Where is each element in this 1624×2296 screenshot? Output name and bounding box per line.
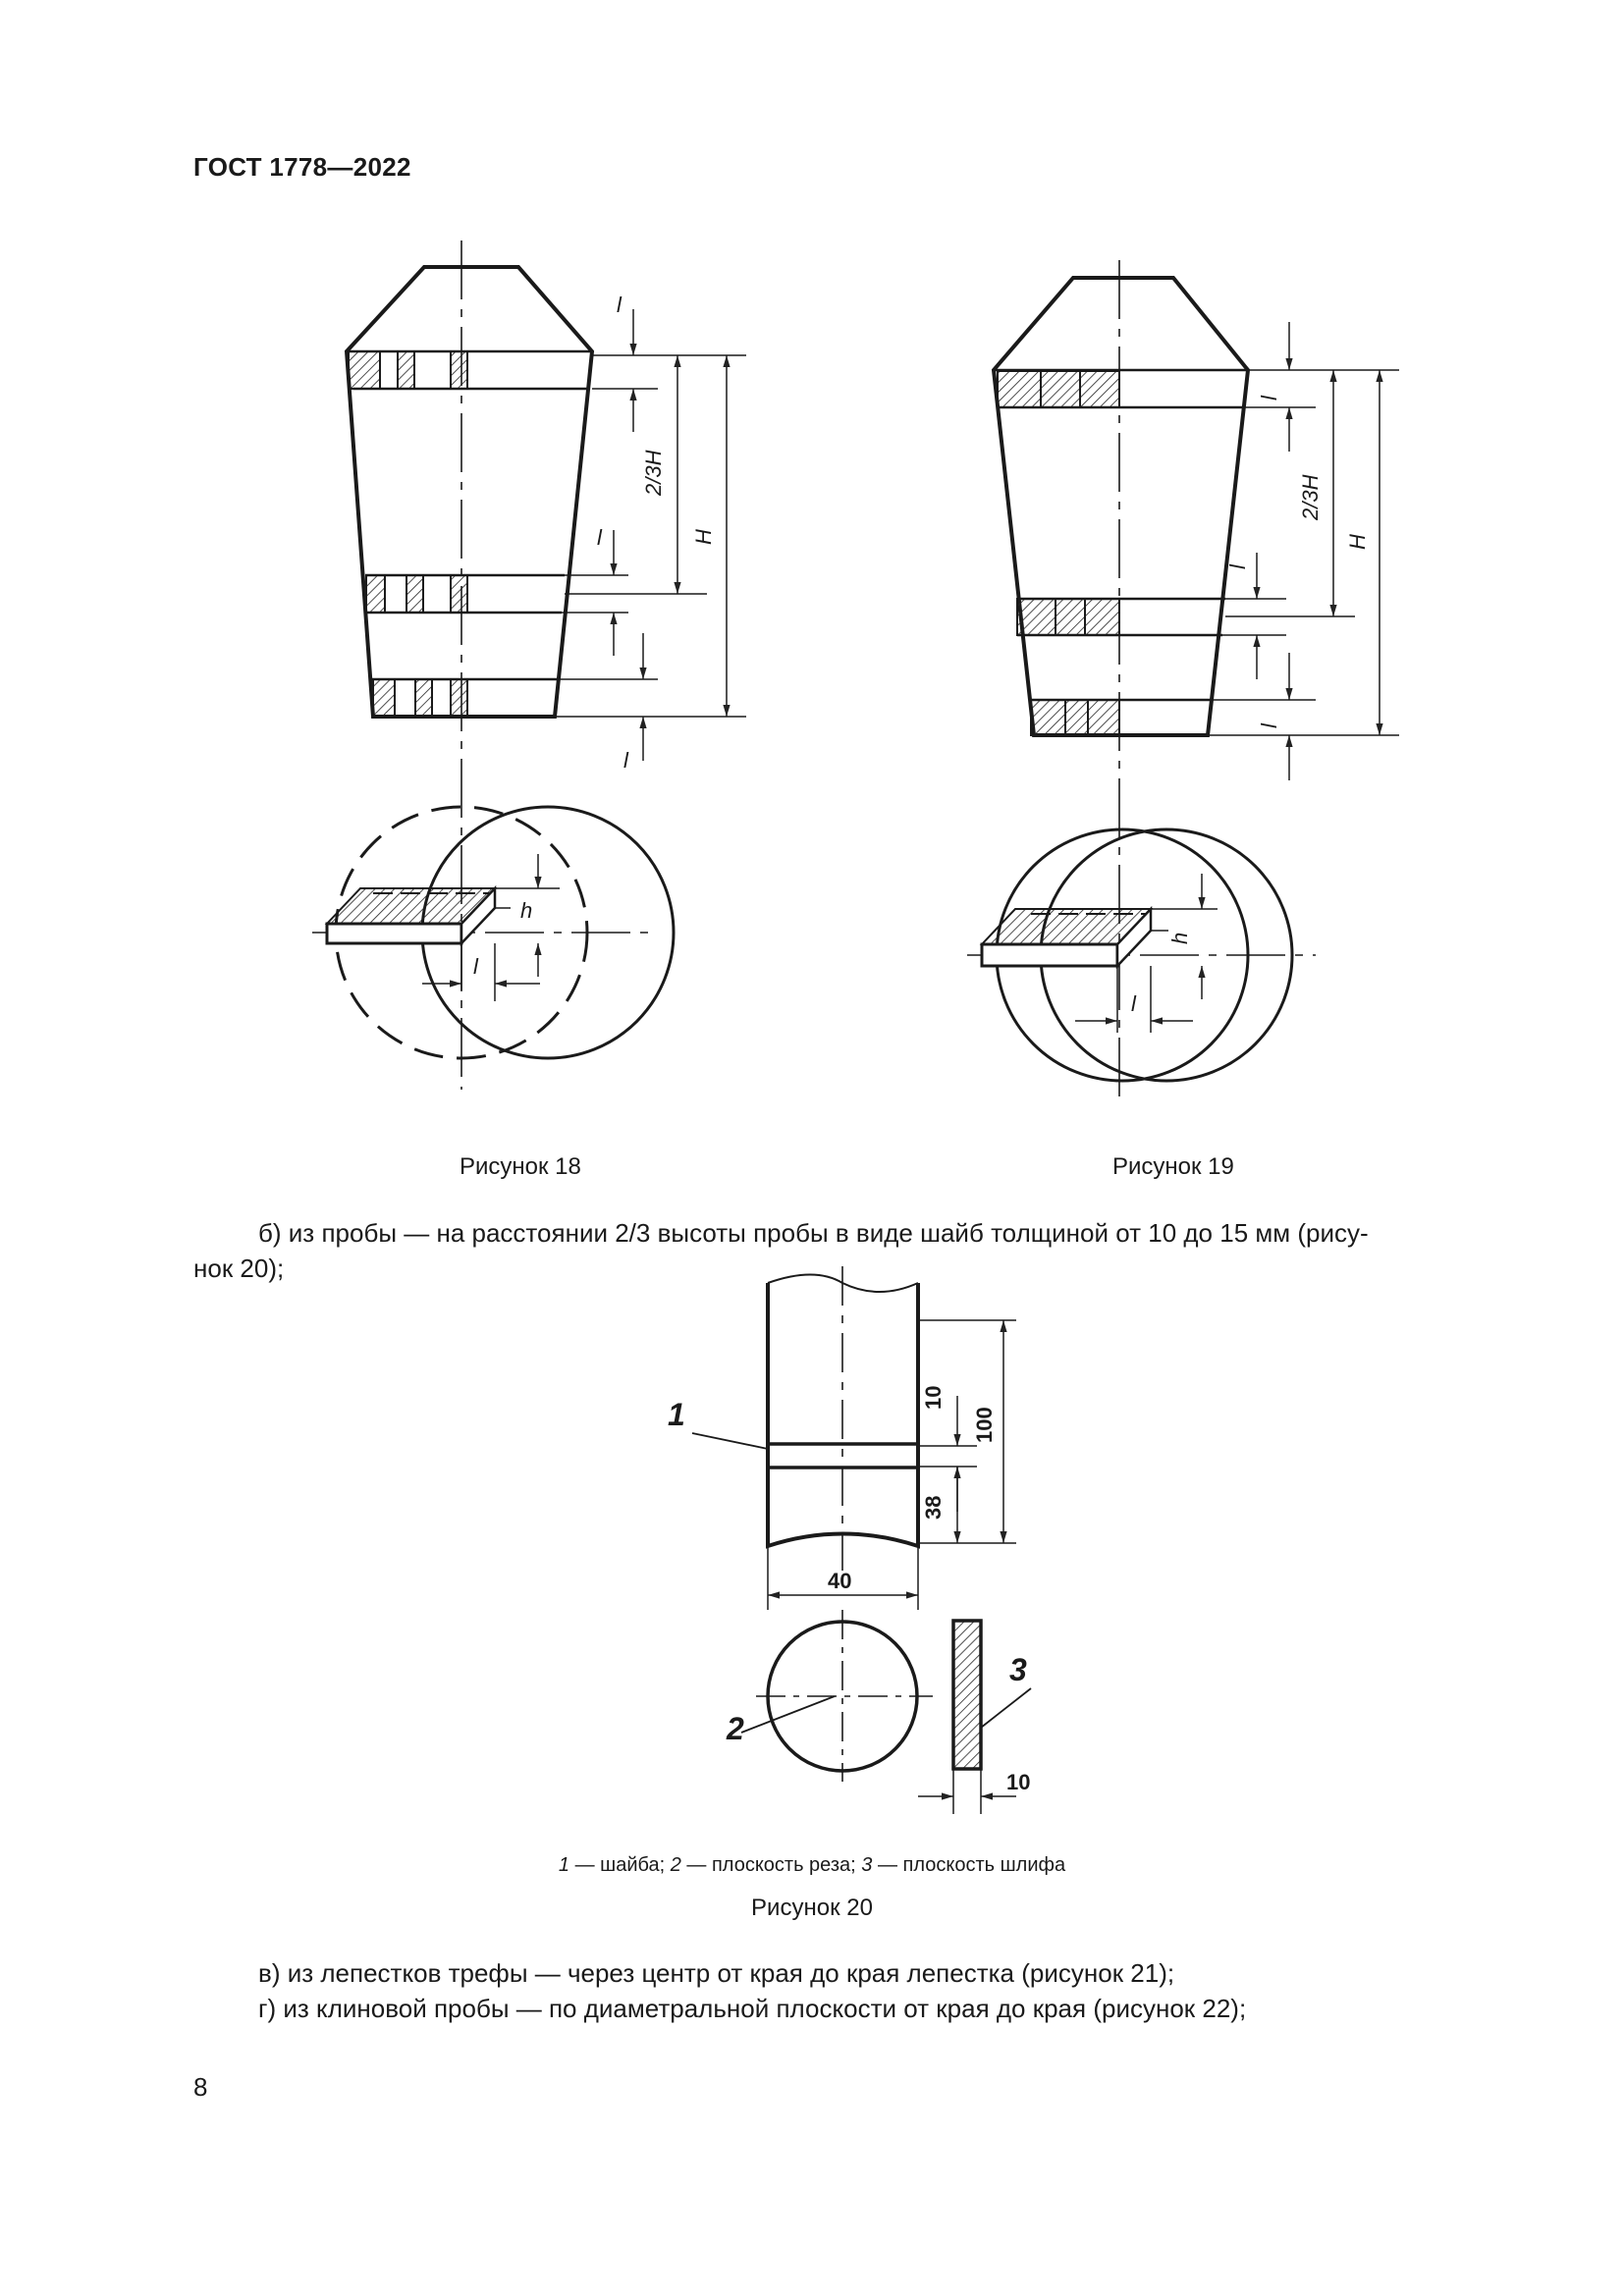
legend-num-3: 3	[861, 1854, 873, 1876]
fig19-label-l-bottom: l	[1257, 723, 1281, 728]
fig20-dim-10-bottom: 10	[1006, 1770, 1031, 1794]
fig18-label-plan-h: h	[520, 898, 533, 923]
fig20-dim-40: 40	[828, 1569, 852, 1593]
fig20-dim-100: 100	[972, 1407, 997, 1443]
fig18-label-h: H	[691, 529, 716, 545]
figure-18-caption: Рисунок 18	[460, 1153, 581, 1180]
figure-20-legend	[0, 1854, 1624, 1877]
fig18-label-two-thirds-h: 2/3H	[641, 450, 666, 496]
legend-text-1: — шайба;	[569, 1854, 671, 1876]
fig19-label-l-top: l	[1257, 396, 1281, 400]
fig20-callout-1: 1	[668, 1397, 685, 1432]
legend-num-2: 2	[670, 1854, 681, 1876]
fig18-label-plan-l: l	[473, 954, 478, 979]
paragraph-b-line1: б) из пробы — на расстоянии 2/3 высоты пробы в виде шайб толщиной от 10 до 15 мм (рису-	[258, 1218, 1369, 1248]
legend-text-3: — плоскость шлифа	[872, 1854, 1066, 1876]
fig19-label-two-thirds-h: 2/3H	[1298, 474, 1323, 520]
legend-text-2: — плоскость реза;	[680, 1854, 862, 1876]
fig18-ingot-outline	[347, 267, 592, 717]
fig20-dim-38: 38	[921, 1495, 946, 1520]
fig20-dim-10-top: 10	[921, 1385, 946, 1410]
fig20-callout-2: 2	[727, 1711, 744, 1746]
fig18-label-l-mid: l	[597, 525, 602, 550]
paragraph-b-line2: нок 20);	[193, 1254, 285, 1283]
paragraph-v: в) из лепестков трефы — через центр от края до края лепестка (рисунок 21);	[258, 1958, 1175, 1988]
fig20-callout-3: 3	[1009, 1652, 1027, 1687]
fig19-label-h: H	[1345, 534, 1370, 550]
fig18-label-l-bottom: l	[623, 748, 628, 773]
page-number: 8	[193, 2072, 208, 2102]
fig19-ingot-outline	[994, 278, 1248, 735]
fig19-label-l-mid: l	[1225, 564, 1250, 569]
paragraph-g: г) из клиновой пробы — по диаметральной плоскости от края до края (рисунок 22);	[258, 1994, 1247, 2023]
fig18-label-l-top: l	[617, 293, 622, 317]
figure-19-drawing	[967, 260, 1399, 1099]
document-header-title: ГОСТ 1778—2022	[193, 152, 411, 182]
fig19-label-plan-l: l	[1131, 991, 1136, 1016]
figure-18-drawing	[312, 240, 746, 1090]
fig19-label-plan-h: h	[1167, 932, 1192, 944]
legend-num-1: 1	[558, 1854, 570, 1876]
figure-19-caption: Рисунок 19	[1112, 1153, 1234, 1180]
figure-20-caption: Рисунок 20	[751, 1895, 873, 1921]
